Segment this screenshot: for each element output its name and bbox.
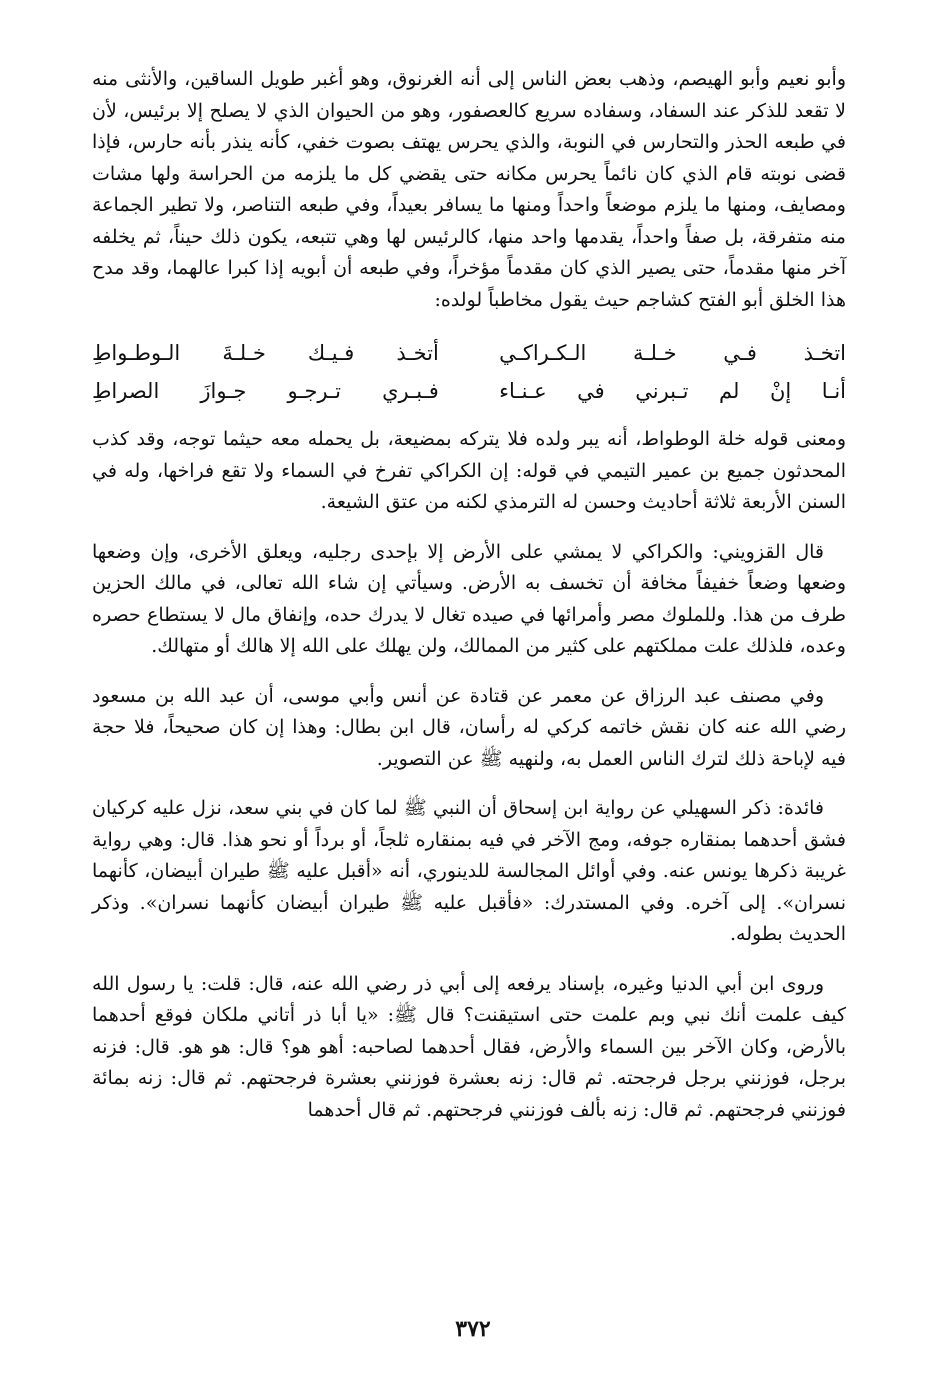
- verse-hemistich: أنـا إنْ لم تـبرني في عـنـاء: [499, 379, 846, 403]
- verse-hemistich: فـبـري تـرجـو جـوازَ الصراطِ: [92, 379, 439, 403]
- paragraph-meaning: ومعنى قوله خلة الوطواط، أنه يبر ولده فلا يتركه بمضيعة، بل يحمله معه حيثما توجه، وقد كذب المحدثون جميع بن عمير التيمي في قوله: إن الكراكي تفرخ في السماء ولا تقع فراخها، وله في السنن الأربعة ثلاثة أحاديث وحسن له الترمذي لكنه من عتق الشيعة.: [92, 428, 846, 513]
- verse-line: [92, 372, 846, 410]
- paragraph-abdulrazzaq: وفي مصنف عبد الرزاق عن معمر عن قتادة عن أنس وأبي موسى، أن عبد الله بن مسعود رضي الله عنه كان نقش خاتمه كركي له رأسان، قال ابن بطال: وهذا إن كان صحيحاً، فلا حجة فيه لإباحة ذلك لترك الناس العمل به، ولنهيه ﷺ عن التصوير.: [92, 684, 846, 770]
- verse-hemistich: أتخـذ فـيـك خـلـةَ الـوطـواطِ: [92, 341, 439, 365]
- verse-hemistich: اتخـذ فـي خـلـة الـكـراكـي: [499, 341, 846, 365]
- paragraph-abu-dharr: وروى ابن أبي الدنيا وغيره، بإسناد يرفعه إلى أبي ذر رضي الله عنه، قال: قلت: يا رسول الله كيف علمت أنك نبي وبم علمت حتى استيقنت؟ قال ﷺ: «يا أبا ذر أتاني ملكان فوقع أحدهما بالأرض، وكان الآخر بين السماء والأرض، فقال أحدهما لصاحبه: أهو هو؟ قال: هو هو. قال: فزنه برجل، فوزنني برجل فرجحته. ثم قال: زنه بعشرة فوزنني بعشرة فرجحتهم. ثم قال: زنه بمائة فوزنني فرجحتهم. ثم قال: زنه بألف فوزنني فرجحتهم. ثم قال أحدهما: [92, 972, 846, 1121]
- paragraph-faida: فائدة: ذكر السهيلي عن رواية ابن إسحاق أن النبي ﷺ لما كان في بني سعد، نزل عليه كركيان فشق أحدهما بمنقاره جوفه، ومج الآخر في فيه بمنقاره ثلجاً، أو برداً أو نحو هذا. قال: وهي رواية غريبة ذكرها يونس عنه. وفي أوائل المجالسة للدينوري، أنه «أقبل عليه ﷺ طيران أبيضان، كأنهما نسران». إلى آخره. وفي المستدرك: «فأقبل عليه ﷺ طيران أبيضان كأنهما نسران». وذكر الحديث بطوله.: [92, 797, 846, 945]
- paragraph-qazwini: قال القزويني: والكراكي لا يمشي على الأرض إلا بإحدى رجليه، ويعلق الأخرى، وإن وضعها وضعها وضعاً خفيفاً مخافة أن تخسف به الأرض. وسيأتي إن شاء الله تعالى، في مالك الحزين طرف من هذا. وللملوك مصر وأمرائها في صيده تغال لا يدرك حده، وإنفاق مال لا يستطاع حصره وعده، فلذلك علت مملكتهم على كثير من الممالك، ولن يهلك على الله إلا هالك أو متهالك.: [92, 540, 846, 657]
- poem-verses: [92, 334, 846, 410]
- verse-line: [92, 334, 846, 372]
- page-number: ٣٧٢: [455, 1316, 491, 1342]
- paragraph-cranes-habits: وأبو نعيم وأبو الهيصم، وذهب بعض الناس إلى أنه الغرنوق، وهو أغبر طويل الساقين، والأنثى منه لا تقعد للذكر عند السفاد، وسفاده سريع كالعصفور، وهو من الحيوان الذي لا يصلح إلا برئيس، لأن في طبعه الحذر والتحارس في النوبة، والذي يحرس يهتف بصوت خفي، كأنه ينذر بأنه حارس، فإذا قضى نوبته قام الذي كان نائماً يحرس مكانه حتى يقضي كل ما يلزمه من الحراسة ولها مشات ومصايف، ومنها ما يلزم موضعاً واحداً ومنها ما يسافر بعيداً، وفي طبعه التناصر، ولا تطير الجماعة منه متفرقة، بل صفاً واحداً، يقدمها واحد منها، كالرئيس لها وهي تتبعه، يكون ذلك حيناً، ثم يخلفه آخر منها مقدماً، حتى يصير الذي كان مقدماً مؤخراً، وفي طبعه أن أبويه إذا كبرا عالهما، وقد مدح هذا الخلق أبو الفتح كشاجم حيث يقول مخاطباً لولده:: [92, 68, 846, 311]
